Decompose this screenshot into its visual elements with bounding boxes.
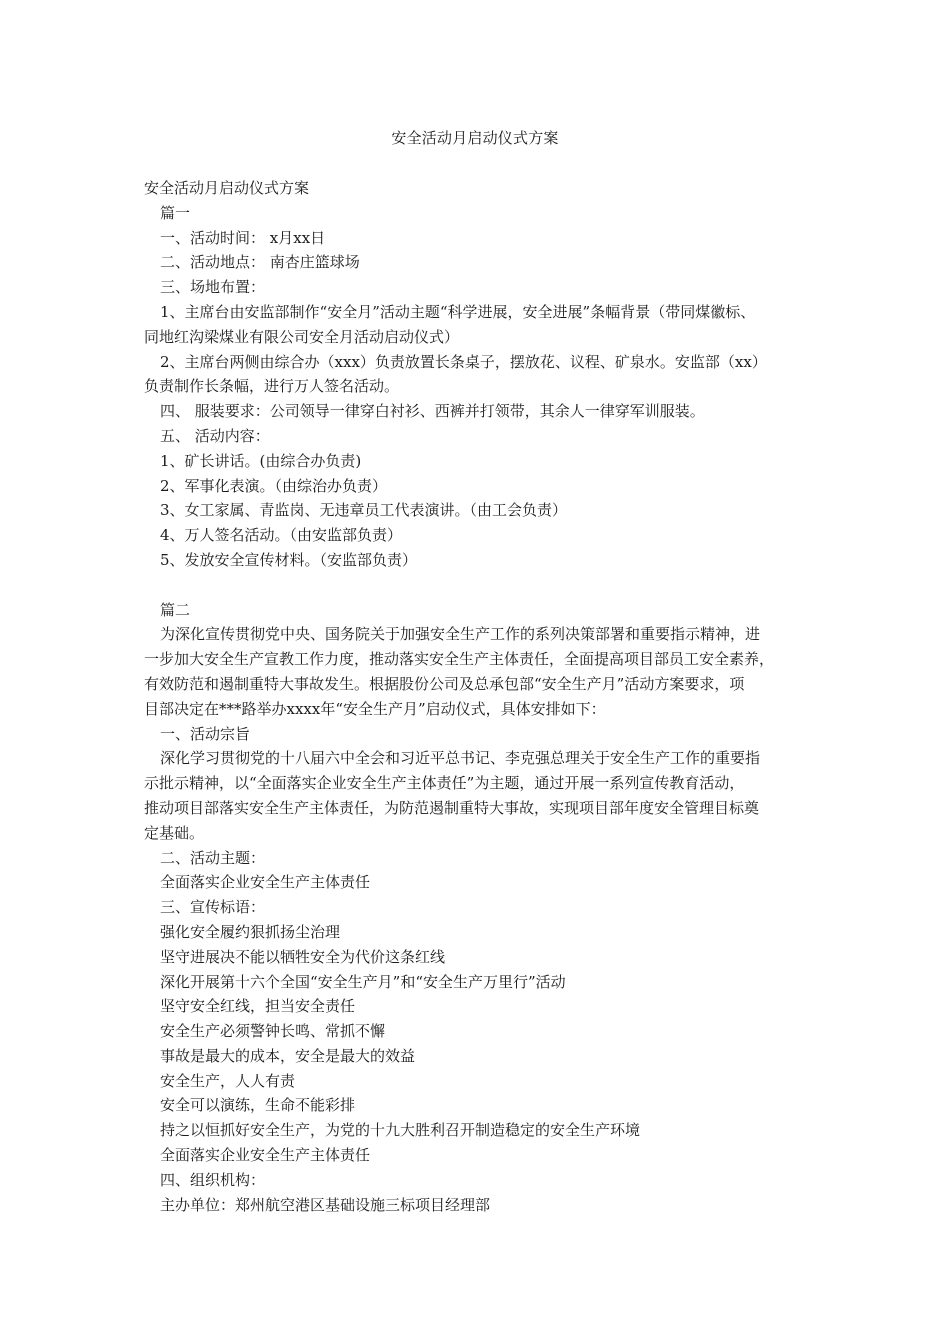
section-heading: 三、宣传标语： [160, 898, 266, 917]
paragraph-line: 有效防范和遏制重特大事故发生。根据股份公司及总承包部“安全生产月”活动方案要求，项 [144, 674, 745, 693]
paragraph-line: 示批示精神，以“全面落实企业安全生产主体责任”为主题，通过开展一系列宣传教育活动， [144, 774, 745, 793]
section-heading: 四、组织机构： [160, 1170, 266, 1189]
venue-layout-heading: 三、场地布置： [160, 278, 266, 297]
list-item: 1、矿长讲话。(由综合办负责) [160, 451, 362, 470]
slogan: 深化开展第十六个全国“安全生产月”和“安全生产万里行”活动 [160, 972, 566, 991]
paragraph-line: 定基础。 [144, 823, 205, 842]
list-item: 2、军事化表演。（由综治办负责） [160, 476, 388, 495]
organizer-line: 主办单位：郑州航空港区基础设施三标项目经理部 [160, 1195, 491, 1214]
paragraph-line: 一步加大安全生产宣教工作力度，推动落实安全生产主体责任，全面提高项目部员工安全素养， [144, 650, 775, 669]
slogan: 全面落实企业安全生产主体责任 [160, 1146, 371, 1165]
section-heading-part-one: 篇一 [160, 203, 191, 222]
paragraph-line: 目部决定在***路举办xxxx年“安全生产月”启动仪式，具体安排如下： [144, 699, 606, 718]
doc-subtitle: 安全活动月启动仪式方案 [144, 179, 310, 197]
paragraph-line: 2、主席台两侧由综合办（xxx）负责放置长条桌子，摆放花、议程、矿泉水。安监部（xx） [160, 352, 767, 371]
document-title: 安全活动月启动仪式方案 [391, 129, 559, 147]
dress-code: 四、 服装要求：公司领导一律穿白衬衫、西裤并打领带，其余人一律穿军训服装。 [160, 402, 705, 421]
slogan: 安全可以演练，生命不能彩排 [160, 1096, 356, 1115]
paragraph-line: 负责制作长条幅，进行万人签名活动。 [144, 377, 400, 396]
slogan: 事故是最大的成本，安全是最大的效益 [160, 1046, 416, 1065]
activity-content-heading: 五、 活动内容： [160, 426, 270, 445]
list-item: 4、万人签名活动。（由安监部负责） [160, 526, 403, 545]
section-heading-part-two: 篇二 [160, 600, 191, 619]
slogan: 安全生产必须警钟长鸣、常抓不懈 [160, 1022, 386, 1041]
slogan: 强化安全履约狠抓扬尘治理 [160, 922, 341, 941]
paragraph-line: 推动项目部落实安全生产主体责任，为防范遏制重特大事故，实现项目部年度安全管理目标奠 [144, 798, 760, 817]
activity-location: 二、活动地点： 南杏庄篮球场 [160, 253, 360, 272]
slogan: 坚守进展决不能以牺牲安全为代价这条红线 [160, 947, 446, 966]
document-body [144, 176, 824, 1217]
list-item: 5、发放安全宣传材料。（安监部负责） [160, 550, 418, 569]
paragraph-line: 深化学习贯彻党的十八届六中全会和习近平总书记、李克强总理关于安全生产工作的重要指 [160, 749, 761, 768]
slogan: 持之以恒抓好安全生产，为党的十九大胜利召开制造稳定的安全生产环境 [160, 1121, 641, 1140]
theme-text: 全面落实企业安全生产主体责任 [160, 873, 371, 892]
list-item: 3、女工家属、青监岗、无违章员工代表演讲。（由工会负责） [160, 501, 568, 520]
blank-line [144, 573, 824, 598]
slogan: 坚守安全红线，担当安全责任 [160, 997, 356, 1016]
paragraph-line: 1、主席台由安监部制作“安全月”活动主题“科学进展，安全进展”条幅背景（带同煤徽标、 [160, 302, 756, 321]
paragraph-line: 同地红沟梁煤业有限公司安全月活动启动仪式） [144, 327, 460, 346]
section-heading: 二、活动主题： [160, 848, 266, 867]
slogan: 安全生产，人人有责 [160, 1071, 296, 1090]
paragraph-line: 为深化宣传贯彻党中央、国务院关于加强安全生产工作的系列决策部署和重要指示精神，进 [160, 625, 761, 644]
section-heading: 一、活动宗旨 [160, 724, 251, 743]
activity-time: 一、活动时间： x月xx日 [160, 228, 326, 247]
